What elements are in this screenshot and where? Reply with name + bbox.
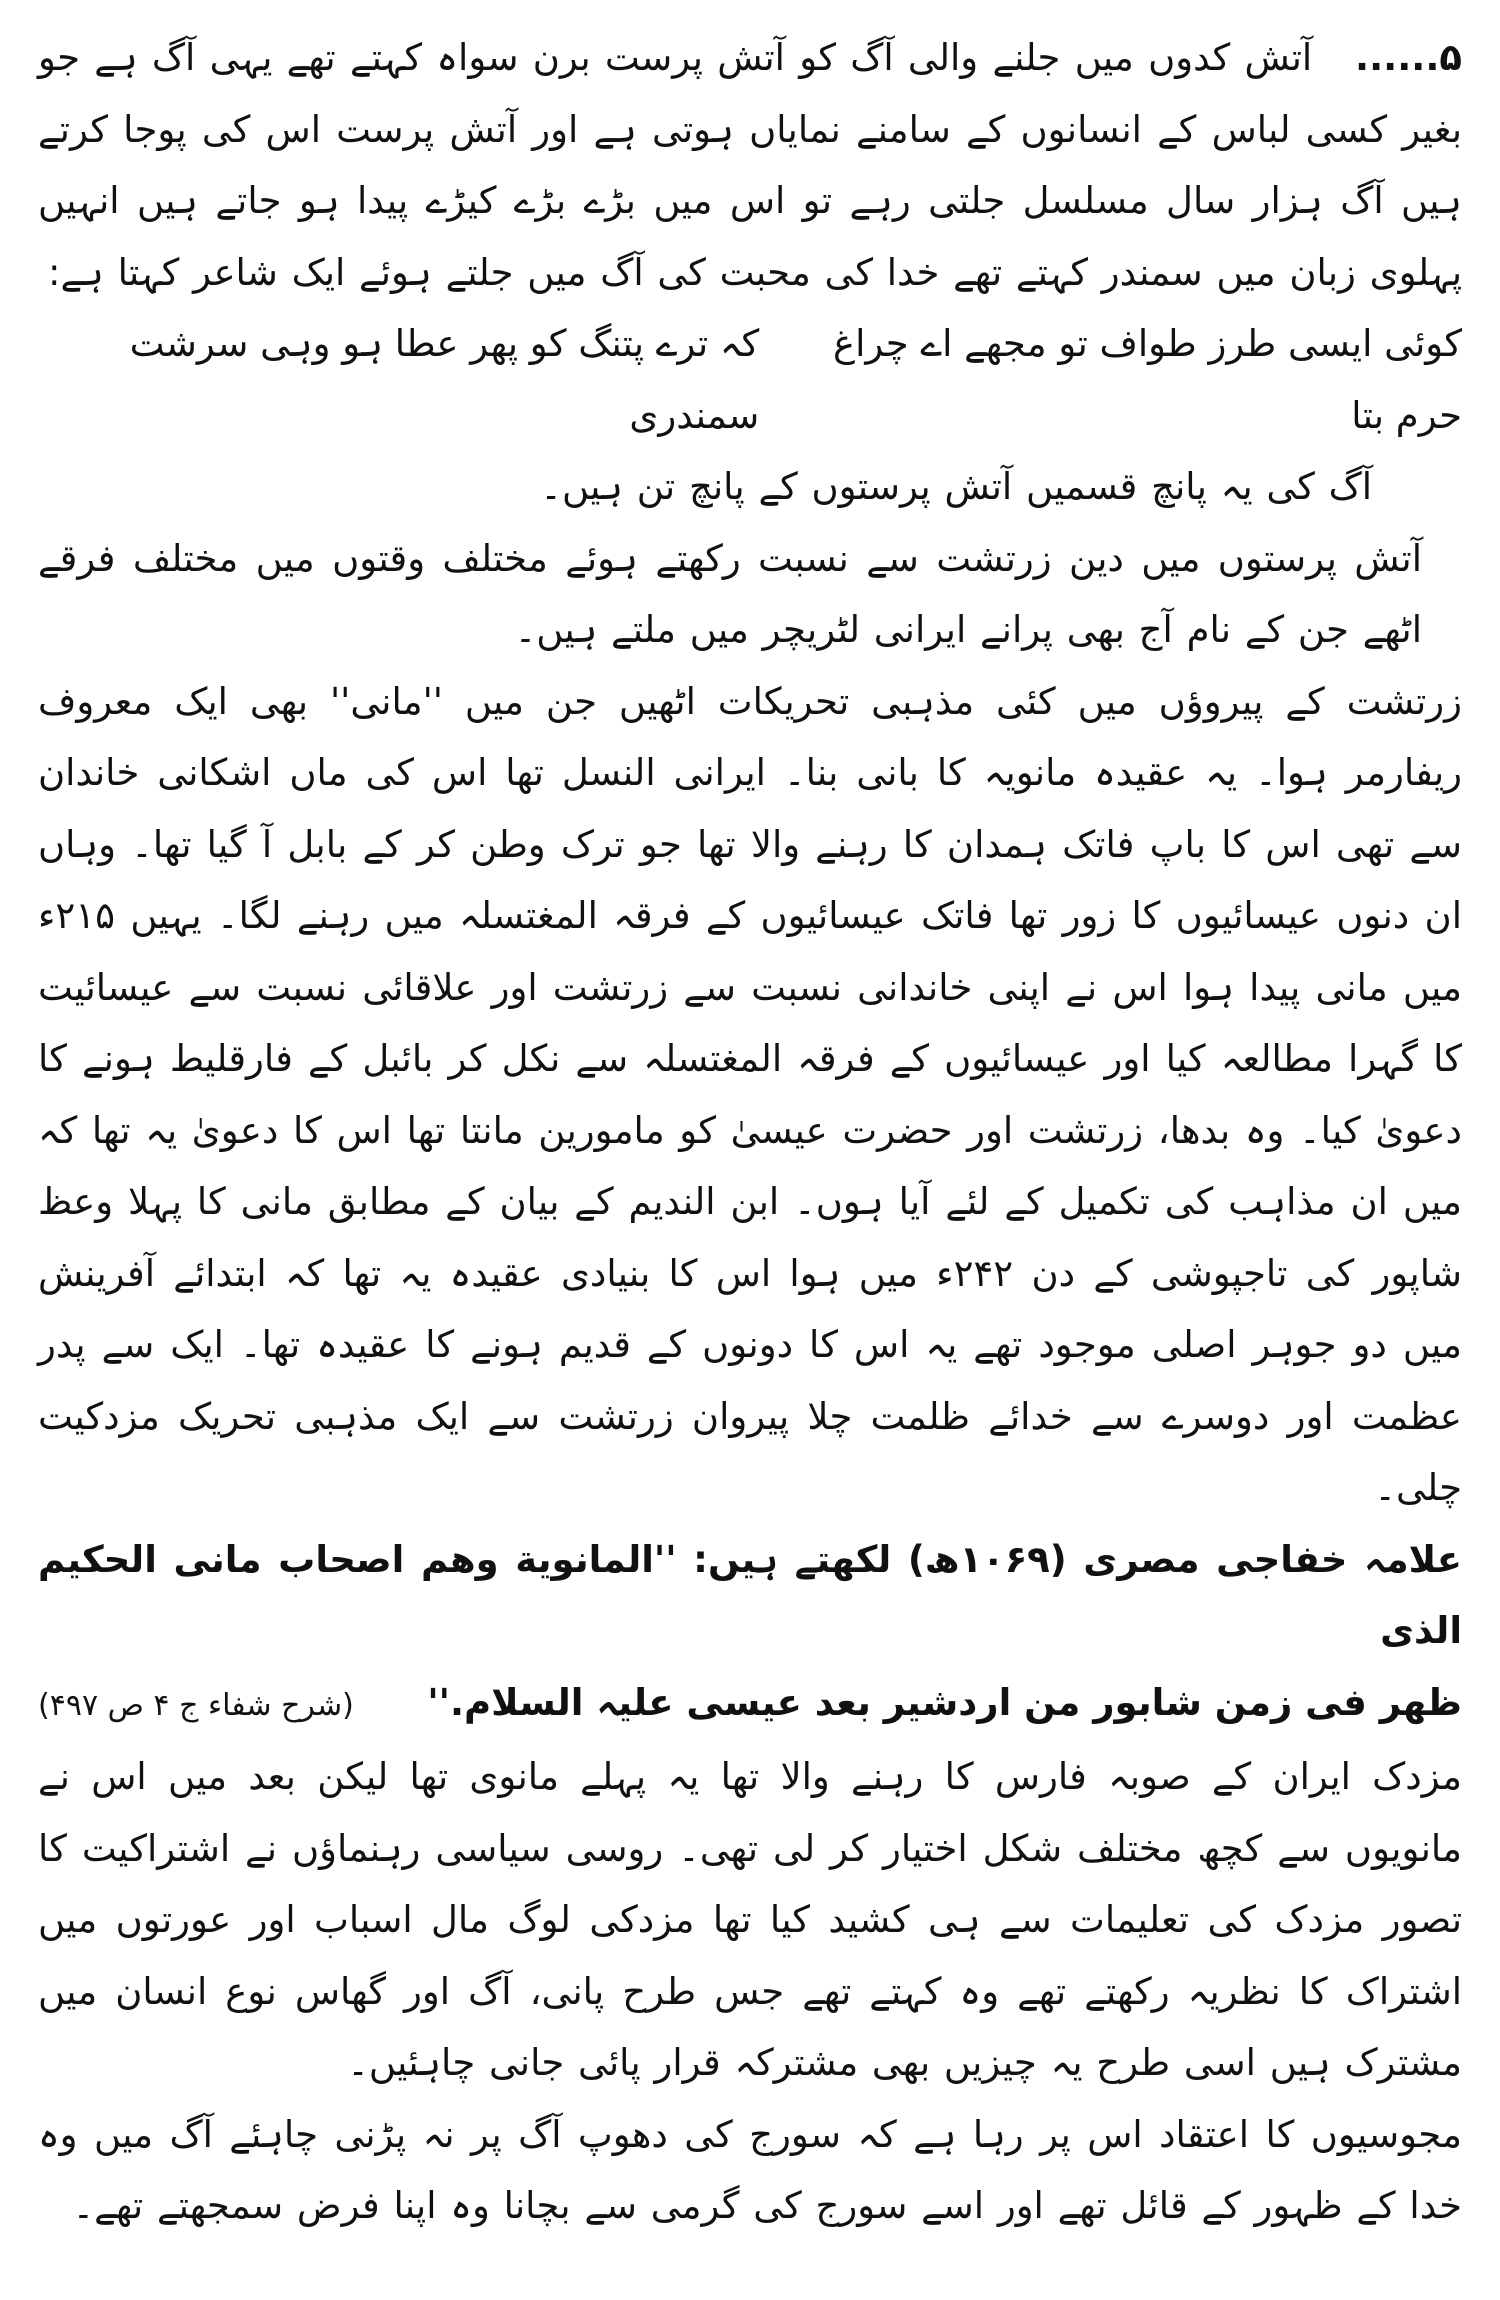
verse-second-hemistich: کہ ترے پتنگ کو پھر عطا ہو وہی سرشت سمندری [129,322,760,437]
paragraph-sects: آتش پرستوں میں دین زرتشت سے نسبت رکھتے ہوئے مختلف وقتوں میں مختلف فرقے اٹھے جن کے نام آج بھی پرانے ایرانی لٹریچر میں ملتے ہیں۔ [38,536,1422,651]
arabic-quote-text: ظهر فی زمن شابور من اردشیر بعد عیسی علیہ السلام.'' [427,1680,1462,1724]
verse-couplet [38,308,1462,451]
paragraph-mani: زرتشت کے پیروؤں میں کئی مذہبی تحریکات اٹھیں جن میں ''مانی'' بھی ایک معروف ریفارمر ہوا۔ یہ عقیدہ مانویہ کا بانی بنا۔ ایرانی النسل تھا اس کی ماں اشکانی خاندان سے تھی اس کا باپ فاتک ہمدان کا رہنے والا تھا جو ترک وطن کر کے بابل آ گیا تھا۔ وہاں ان دنوں عیسائیوں کا زور تھا فاتک عیسائیوں کے فرقہ المغتسلہ میں رہنے لگا۔ یہیں ۲۱۵ء میں مانی پیدا ہوا اس نے اپنی خاندانی نسبت سے زرتشت اور علاقائی نسبت سے عیسائیت کا گہرا مطالعہ کیا اور عیسائیوں کے فرقہ المغتسلہ سے نکل کر بائبل کے فارقلیط ہونے کا دعویٰ کیا۔ وہ بدھا، زرتشت اور حضرت عیسیٰ کو مامورین مانتا تھا اس کا دعویٰ یہ تھا کہ میں ان مذاہب کی تکمیل کے لئے آیا ہوں۔ ابن الندیم کے بیان کے مطابق مانی کا پہلا وعظ شاپور کی تاجپوشی کے دن ۲۴۲ء میں ہوا اس کا بنیادی عقیدہ یہ تھا کہ ابتدائے آفرینش میں دو جوہر اصلی موجود تھے یہ اس کا دونوں کے قدیم ہونے کا عقیدہ تھا۔ ایک سے پدر عظمت اور دوسرے سے خدائے ظلمت چلا پیروان زرتشت سے ایک مذہبی تحریک مزدکیت چلی۔ [38,679,1463,1509]
paragraph-magians: مجوسیوں کا اعتقاد اس پر رہا ہے کہ سورج کی دھوپ آگ پر نہ پڑنی چاہئے آگ میں وہ خدا کے ظہور کے قائل تھے اور اسے سورج کی گرمی سے بچانا وہ اپنا فرض سمجھتے تھے۔ [38,2112,1462,2227]
paragraph-mazdak: مزدک ایران کے صوبہ فارس کا رہنے والا تھا یہ پہلے مانوی تھا لیکن بعد میں اس نے مانویوں سے کچھ مختلف شکل اختیار کر لی تھی۔ روسی سیاسی رہنماؤں نے اشتراکیت کا تصور مزدک کی تعلیمات سے ہی کشید کیا تھا مزدکی لوگ مال اسباب اور عورتوں میں اشتراک کا نظریہ رکھتے تھے وہ کہتے تھے جس طرح پانی، آگ اور گھاس نوع انسان میں مشترک ہیں اسی طرح یہ چیزیں بھی مشترکہ قرار پائی جانی چاہئیں۔ [38,1755,1462,2084]
footnote-number: ۵...... [1355,36,1462,79]
arabic-quote-line [38,1667,1462,1742]
verse-first-hemistich: کوئی ایسی طرز طواف تو مجھے اے چراغ حرم بتا [833,322,1462,437]
citation-reference: (شرح شفاء ج ۴ ص ۴۹۷) [38,1687,354,1723]
paragraph-fire-temples-text: آتش کدوں میں جلنے والی آگ کو آتش پرست برن سواہ کہتے تھے یہی آگ ہے جو بغیر کسی لباس کے انسانوں کے سامنے نمایاں ہوتی ہے اور آتش پرست اس کی پوجا کرتے ہیں آگ ہزار سال مسلسل جلتی رہے تو اس میں بڑے بڑے کیڑے پیدا ہو جاتے ہیں انہیں پہلوی زبان میں سمندر کہتے تھے خدا کی محبت کی آگ میں جلتے ہوئے ایک شاعر کہتا ہے: [38,36,1462,294]
paragraph-five-types: آگ کی یہ پانچ قسمیں آتش پرستوں کے پانچ تن ہیں۔ [540,465,1372,508]
paragraph-fire-temples [38,22,1462,308]
paragraph-khafaji-quote: علامہ خفاجی مصری (۱۰۶۹ھ) لکھتے ہیں: ''المانویة وهم اصحاب مانی الحکیم الذی [38,1537,1463,1652]
